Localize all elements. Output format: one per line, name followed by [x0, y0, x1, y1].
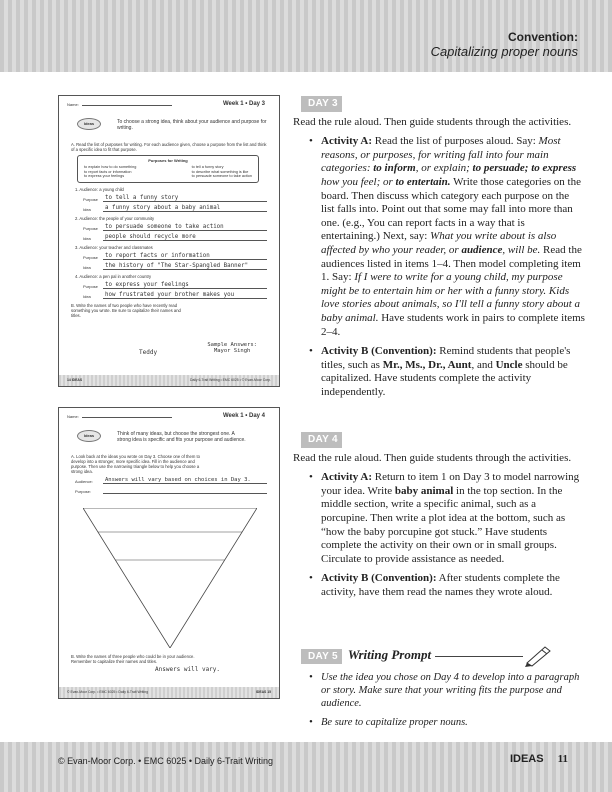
day3-section [293, 96, 585, 405]
purposes-box [77, 155, 259, 183]
name-label: Name: [67, 414, 172, 419]
week-label: Week 1 • Day 4 [222, 413, 265, 419]
names-answer: Answers will vary. [155, 666, 221, 673]
idea-answer: a funny story about a baby animal [103, 204, 267, 212]
day5-badge: DAY 5 [301, 649, 342, 665]
purpose-option: to explain how to do something [84, 165, 137, 169]
audience-answer: Answers will vary based on choices in Day 3. [103, 476, 267, 484]
instruction-b: B. Write the names of three people who could be in your audience. Remember to capitalize their names and titles. [71, 654, 195, 664]
purpose-option: to describe what something is like [191, 169, 249, 174]
page-footer [0, 750, 612, 770]
purpose-answer: to report facts or information [103, 252, 267, 260]
day5-item: • Use the idea you chose on Day 4 to develop into a paragraph or story. Make sure that your writing fits the purpose and audience. [293, 671, 585, 710]
purpose-option: to report facts or information [84, 169, 132, 174]
purposes-box-title: Purposes for Writing [148, 158, 188, 163]
purpose-option: to express your feelings [84, 174, 125, 179]
worksheet-intro: To choose a strong idea, think about your audience and purpose for writing. [117, 119, 267, 131]
purpose-option: to tell a funny story [191, 165, 224, 169]
audience-item: 1. Audience: a young child Purpose to tell a funny story Idea a funny story about a baby animal [71, 187, 267, 212]
day5-item: • Be sure to capitalize proper nouns. [293, 716, 585, 729]
copyright: © Evan-Moor Corp. • EMC 6025 • Daily 6-Trait Writing [58, 756, 273, 766]
idea-answer: the history of "The Star-Spangled Banner" [103, 262, 267, 270]
instruction-a: A. Read the list of purposes for writing. For each audience given, choose a purpose from the list and think of a specific idea to fit that purpose. [71, 142, 267, 152]
day3-activity-a: • Activity A: Read the list of purposes aloud. Say: Most reasons, or purposes, for writing fall into four main categories: to inform, or explain; to persuade; to express how you feel; or to entertain. Write those categories on the board. Then discuss which category each purpose on the list falls into. Point out that some may fall into more than one. (e.g., You can report facts in a way that is entertaining.) Next, say: What you write about is also affected by who your reader, or audience, will be. Read the audiences listed in items 1–4. Then model completing item 1. Say: If I were to write for a young child, my purpose might be to entertain him or her with a funny story. Kids love stories about animals, so I'll tell a funny story about a baby animal. Have students work in pairs to complete items 2–4. [293, 135, 585, 339]
day4-activity-b: • Activity B (Convention): After students complete the activity, have them read the names they wrote aloud. [293, 572, 585, 599]
header-line2: Capitalizing proper nouns [430, 44, 578, 59]
worksheet-day3-thumbnail [58, 95, 280, 387]
pen-icon [523, 645, 553, 667]
day4-activity-a: • Activity A: Return to item 1 on Day 3 to model narrowing your idea. Write baby animal in the top section. In the middle section, write a specific animal, such as a porcupine. Then write a plot idea at the bottom, such as “how the baby porcupine got stuck.” Have students complete the activity on their own or in small groups. Circulate to provide assistance as needed. [293, 471, 585, 566]
purpose-option: to persuade someone to take action [191, 174, 252, 179]
idea-answer: how frustrated your brother makes you [103, 291, 267, 299]
worksheet-intro: Think of many ideas, but choose the strongest one. A strong idea is specific and fits your purpose and audience. [117, 431, 246, 443]
worksheet-day4-thumbnail: Name: Week 1 • Day 4 Ideas Think of many ideas, but choose the strongest one. A strong idea is specific and fits your purpose and audience. A. Look back at the ideas you wrote on Day 3. Choose one of them to develop into a stronger, more specific idea. Fill in the audience and purpose. Then use the narrowing triangle below to help you choose a strong idea. Audience: Answers will vary based on choices in Day 3. Purpose: B. Write the names of three people who could be in your audience. Remember to capitalize their names and titles. Answers will vary. © Evan-Moor Corp. • EMC 6025 • Daily 6-Trait Writing IDEAS 15 [58, 407, 280, 699]
page-number: 11 [557, 753, 568, 765]
footer-brand: IDEAS [509, 753, 544, 765]
idea-answer: people should recycle more [103, 233, 267, 241]
day3-activity-b: • Activity B (Convention): Remind students that people's titles, such as Mr., Ms., Dr., Aunt, and Uncle should be capitalized. Have students complete the activity independently. [293, 345, 585, 399]
day5-section [293, 645, 585, 735]
day3-badge: DAY 3 [301, 96, 342, 112]
day4-section [293, 432, 585, 606]
ideas-logo: Ideas [77, 430, 101, 442]
writing-prompt-title: Writing Prompt [347, 646, 432, 662]
instruction-a: A. Look back at the ideas you wrote on Day 3. Choose one of them to develop into a stronger, more specific idea. Fill in the audience and purpose. Then use the narrowing triangle below to help you choose a strong idea. [71, 454, 200, 474]
worksheet-footer: 14 IDEAS Daily 6-Trait Writing • EMC 6025 • © Evan-Moor Corp. [59, 375, 279, 386]
purpose-answer: to tell a funny story [103, 194, 267, 202]
day3-intro: Read the rule aloud. Then guide students through the activities. [293, 115, 572, 128]
sample-answers: Sample Answers: Mayor Singh [207, 342, 257, 354]
week-label: Week 1 • Day 3 [222, 101, 265, 107]
audience-item: 3. Audience: your teacher and classmates Purpose to report facts or information Idea the history of "The Star-Spangled Banner" [71, 245, 267, 270]
header-line1: Convention: [508, 30, 578, 44]
purpose-answer: to persuade someone to take action [103, 223, 267, 231]
audience-item: 4. Audience: a pen pal in another country Purpose to express your feelings Idea how frustrated your brother makes you [71, 274, 267, 299]
purpose-answer: to express your feelings [103, 281, 267, 289]
day4-intro: Read the rule aloud. Then guide students through the activities. [293, 451, 572, 464]
sample-answer-teddy: Teddy [139, 349, 158, 356]
page-header [431, 30, 578, 59]
instruction-b: B. Write the names of two people who have recently read something you wrote. Be sure to capitalize their names and titles. [71, 302, 181, 318]
narrowing-triangle [83, 508, 257, 648]
purpose-answer [103, 486, 267, 494]
audience-item: 2. Audience: the people of your community Purpose to persuade someone to take action Idea people should recycle more [71, 216, 267, 241]
day4-badge: DAY 4 [301, 432, 342, 448]
name-label: Name: [67, 102, 172, 107]
worksheet-footer: © Evan-Moor Corp. • EMC 6025 • Daily 6-Trait Writing IDEAS 15 [59, 687, 279, 698]
ideas-logo: Ideas [77, 118, 101, 130]
